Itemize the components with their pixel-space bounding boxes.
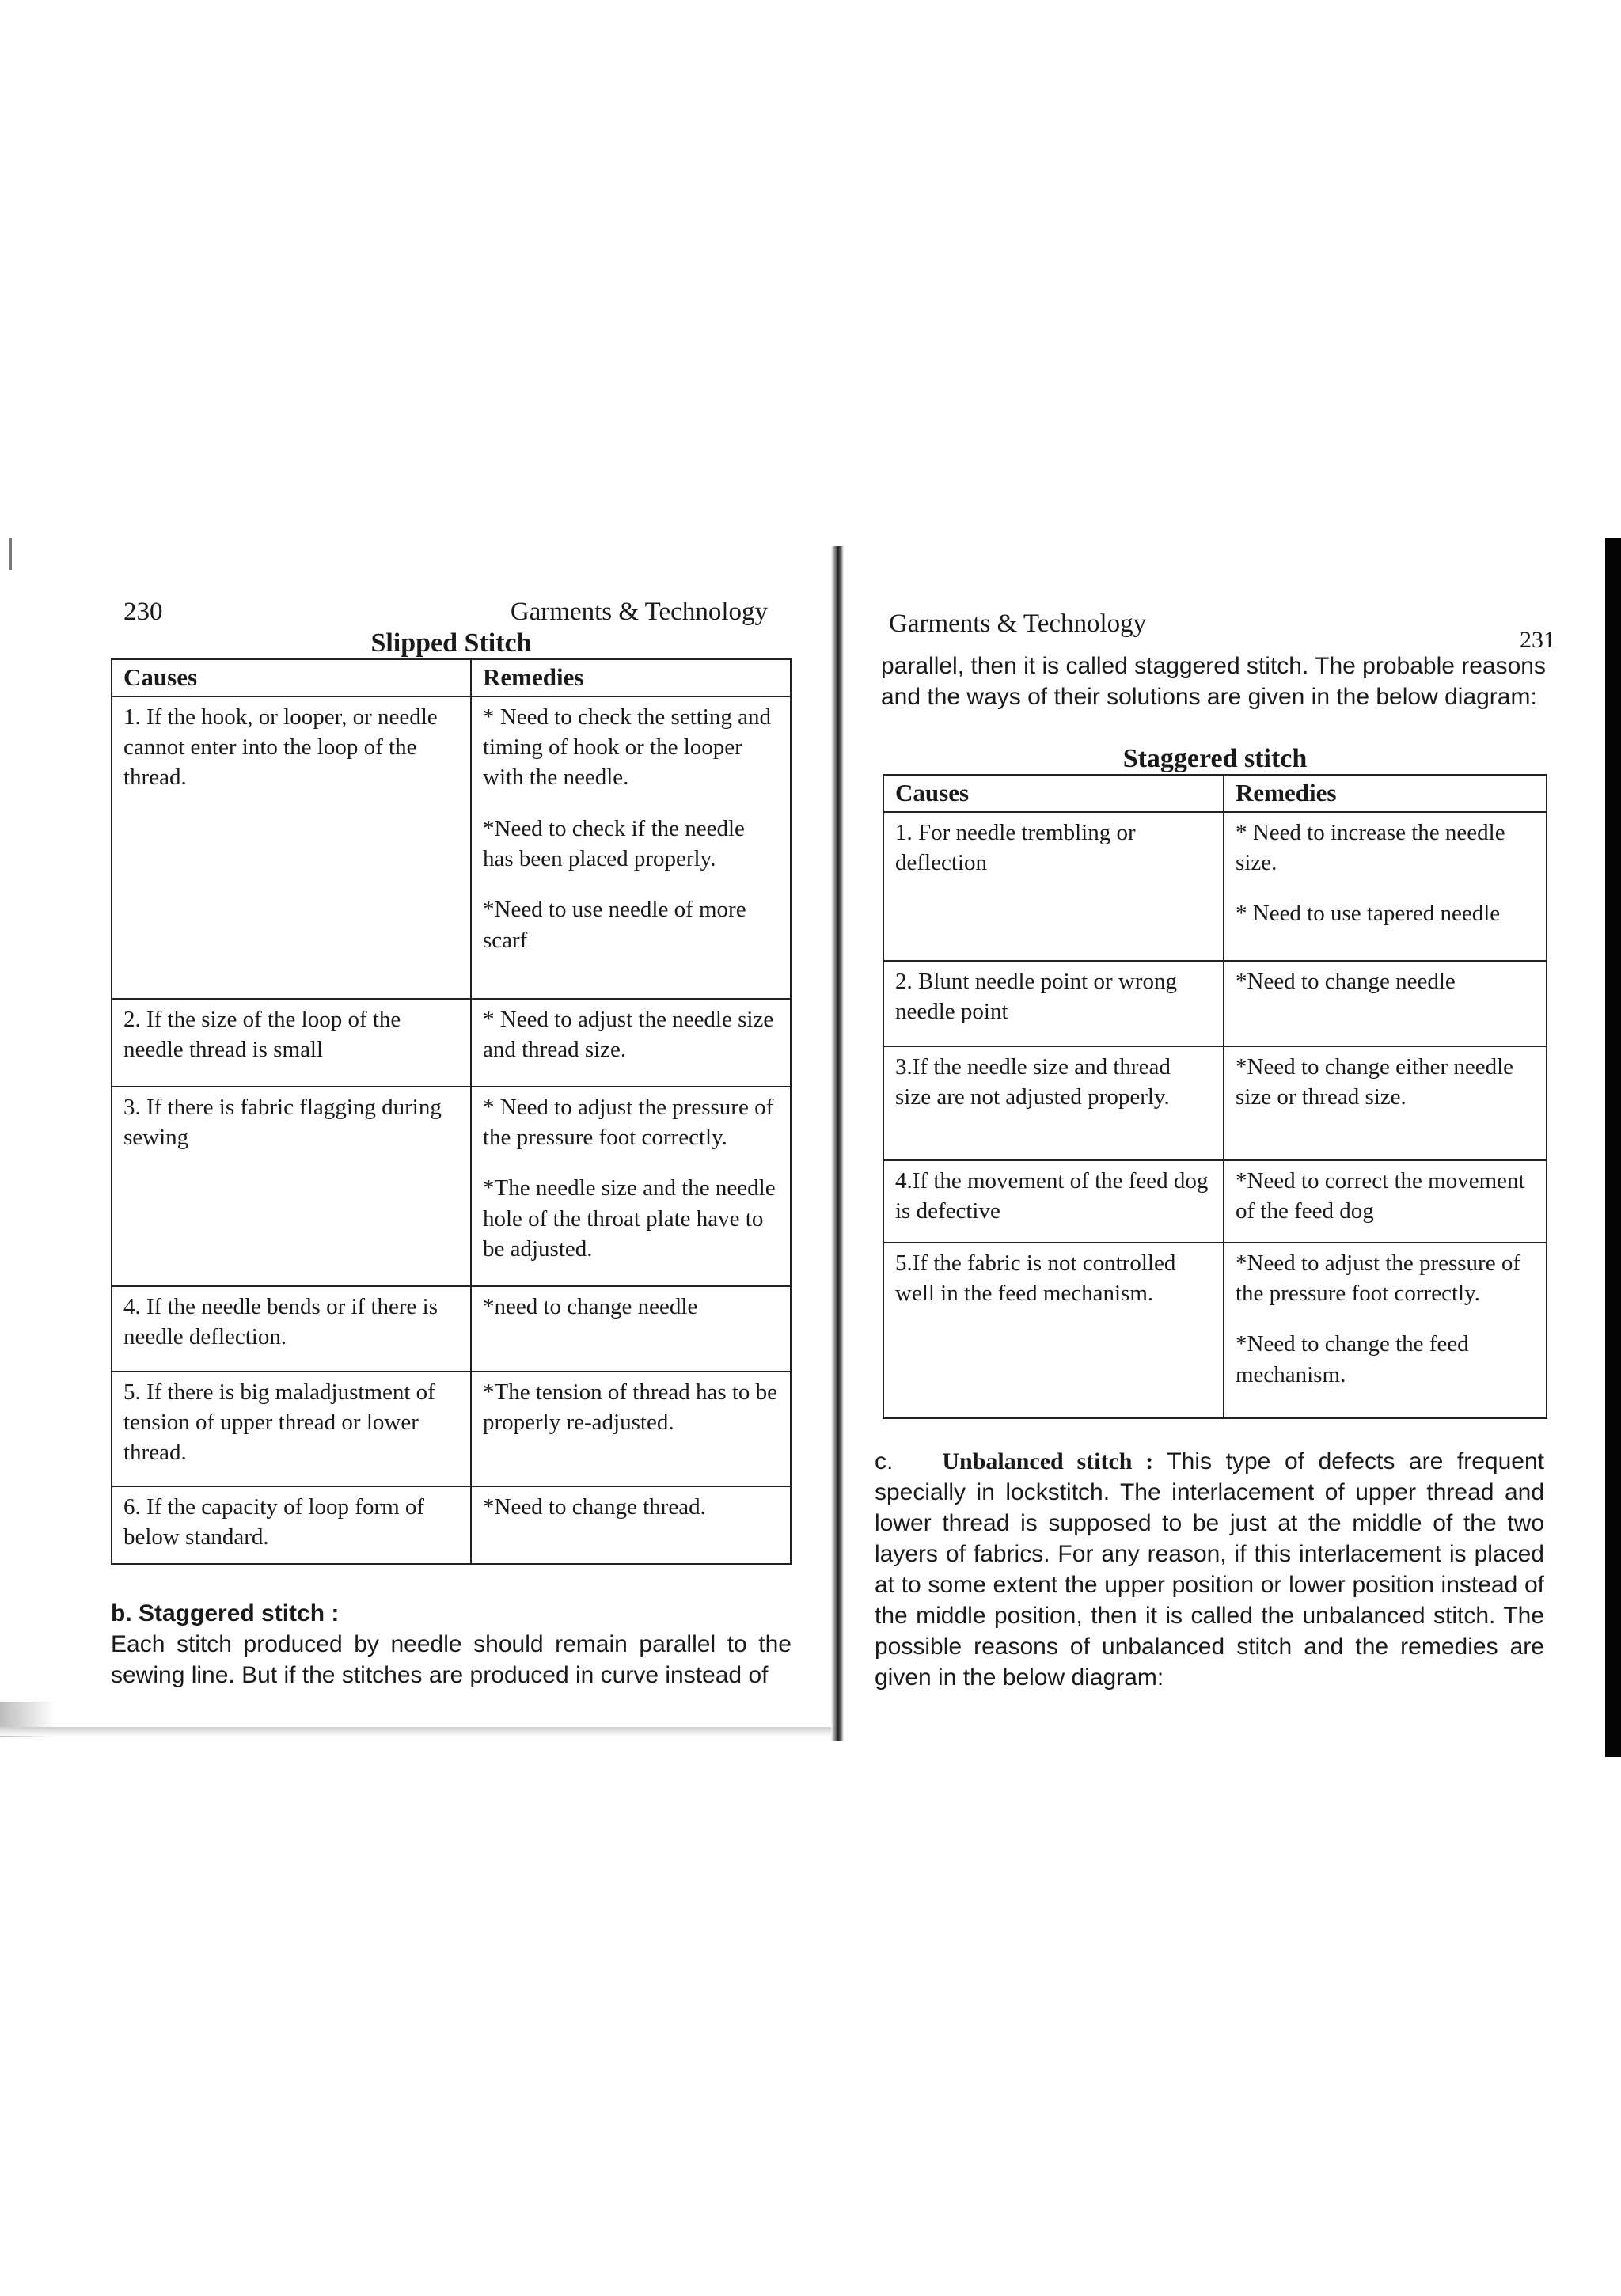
cause-cell: 5.If the fabric is not controlled well in the feed mechanism.	[883, 1243, 1224, 1418]
remedy-cell	[1224, 1243, 1547, 1418]
table-title: Slipped Stitch	[370, 628, 532, 658]
table-row	[883, 1046, 1547, 1160]
column-header-causes: Causes	[883, 775, 1224, 812]
page-number: 230	[123, 598, 163, 626]
remedy-text: *Need to change thread.	[483, 1493, 706, 1520]
section-text: This type of defects are frequent specially in lockstitch. The interlacement of upper thread and lower thread is supposed to be just at the middle of the two layers of fabrics. For any reason, if this interlacement is placed at to some extent the upper position or lower position instead of the middle position, then it is called the unbalanced stitch. The possible reasons of unbalanced stitch and the remedies are given in the below diagram:	[875, 1448, 1544, 1691]
page-bottom-shadow	[0, 1727, 831, 1736]
slipped-stitch-table	[111, 658, 792, 1565]
cause-cell: 6. If the capacity of loop form of below standard.	[112, 1486, 471, 1565]
remedy-cell	[471, 1372, 791, 1486]
remedy-cell	[1224, 1046, 1547, 1160]
table-row	[112, 1087, 791, 1286]
table-row	[112, 696, 791, 999]
table-title: Staggered stitch	[1122, 744, 1308, 773]
remedy-text: *The needle size and the needle hole of the throat plate have to be adjusted.	[483, 1175, 776, 1262]
table-row	[883, 1243, 1547, 1418]
left-page	[103, 586, 799, 1689]
section-label: c.	[875, 1448, 894, 1474]
table-row	[112, 999, 791, 1087]
cause-cell: 1. If the hook, or looper, or needle cannot enter into the loop of the thread.	[112, 696, 471, 999]
column-header-remedies: Remedies	[1224, 775, 1547, 812]
column-header-remedies: Remedies	[471, 659, 791, 696]
remedy-text: *need to change needle	[483, 1293, 698, 1319]
table-header-row	[883, 775, 1547, 812]
remedy-cell	[1224, 961, 1547, 1046]
remedy-text: *Need to change needle	[1236, 968, 1456, 994]
remedy-cell	[471, 1486, 791, 1565]
page-edge-mark	[9, 538, 12, 570]
table-row	[112, 1372, 791, 1486]
remedy-text: *Need to check if the needle has been placed properly.	[483, 815, 745, 871]
cause-cell: 4. If the needle bends or if there is needle deflection.	[112, 1286, 471, 1372]
remedy-text: * Need to use tapered needle	[1236, 901, 1501, 927]
table-row	[883, 1160, 1547, 1243]
cause-cell: 4.If the movement of the feed dog is defective	[883, 1160, 1224, 1243]
remedy-cell	[1224, 1160, 1547, 1243]
section-text: Each stitch produced by needle should remain parallel to the sewing line. But if the stitches are produced in curve instead of	[111, 1631, 792, 1689]
remedy-text: *The tension of thread has to be properly re-adjusted.	[483, 1379, 778, 1436]
table-row	[883, 812, 1547, 961]
table-row	[883, 961, 1547, 1046]
section-heading: Unbalanced stitch :	[942, 1448, 1154, 1474]
remedy-text: * Need to check the setting and timing of hook or the looper with the needle.	[483, 704, 771, 791]
cause-cell: 2. Blunt needle point or wrong needle point	[883, 961, 1224, 1046]
unbalanced-stitch-section	[875, 1446, 1544, 1693]
remedy-cell	[471, 1286, 791, 1372]
remedy-text: *Need to correct the movement of the feed dog	[1236, 1167, 1525, 1224]
cause-cell: 3.If the needle size and thread size are not adjusted properly.	[883, 1046, 1224, 1160]
book-spine	[831, 546, 844, 1741]
remedy-text: *Need to change the feed mechanism.	[1236, 1331, 1469, 1387]
remedy-text: * Need to adjust the pressure of the pressure foot correctly.	[483, 1094, 774, 1151]
cause-cell: 1. For needle trembling or deflection	[883, 812, 1224, 961]
table-header-row	[112, 659, 791, 696]
section-heading: b. Staggered stitch :	[111, 1600, 340, 1627]
page-right-edge	[1605, 538, 1621, 1757]
left-page-header	[103, 586, 799, 625]
remedy-text: *Need to use needle of more scarf	[483, 897, 746, 953]
staggered-stitch-table	[883, 774, 1547, 1419]
remedy-cell	[471, 696, 791, 999]
cause-cell: 3. If there is fabric flagging during sewing	[112, 1087, 471, 1286]
remedy-text: * Need to adjust the needle size and thread size.	[483, 1006, 774, 1063]
table-row	[112, 1486, 791, 1565]
table-row	[112, 1286, 791, 1372]
column-header-causes: Causes	[112, 659, 471, 696]
right-page-header	[875, 602, 1555, 651]
remedy-cell	[471, 999, 791, 1087]
right-page	[875, 602, 1555, 1710]
remedy-text: * Need to increase the needle size.	[1236, 819, 1505, 876]
cause-cell: 2. If the size of the loop of the needle thread is small	[112, 999, 471, 1087]
remedy-text: *Need to adjust the pressure of the pressure foot correctly.	[1236, 1250, 1520, 1307]
running-title: Garments & Technology	[510, 598, 768, 626]
cause-cell: 5. If there is big maladjustment of tension of upper thread or lower thread.	[112, 1372, 471, 1486]
page-number: 231	[1520, 627, 1555, 653]
running-title: Garments & Technology	[889, 609, 1147, 638]
staggered-stitch-section	[111, 1598, 792, 1691]
remedy-text: *Need to change either needle size or thread size.	[1236, 1053, 1514, 1110]
remedy-cell	[471, 1087, 791, 1286]
intro-text: parallel, then it is called staggered stitch. The probable reasons and the ways of their solutions are given in the below diagram:	[881, 653, 1546, 710]
remedy-cell	[1224, 812, 1547, 961]
